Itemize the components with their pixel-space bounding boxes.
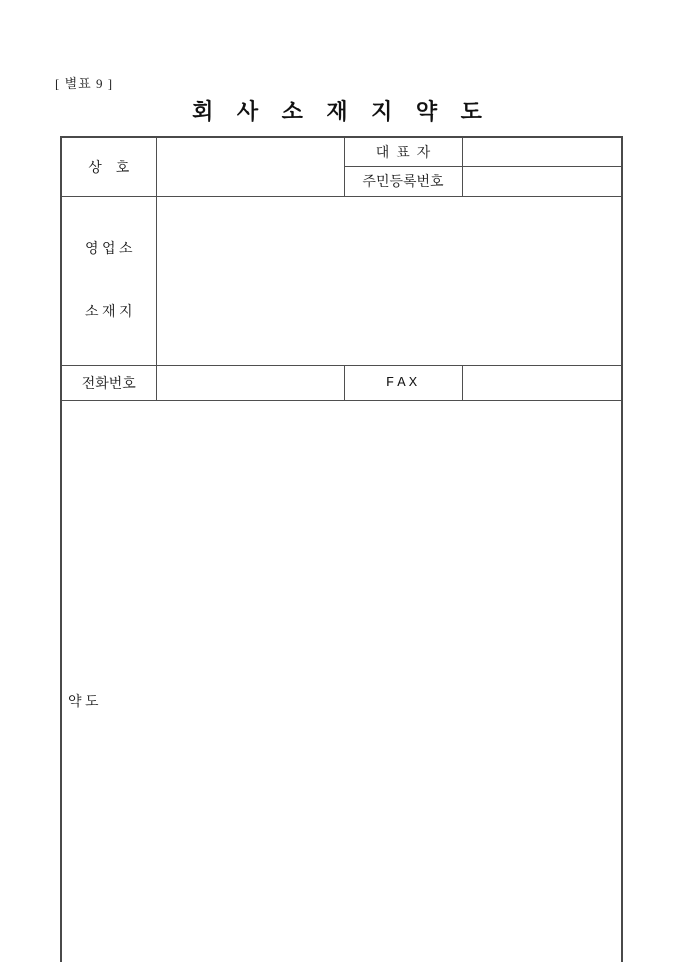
office-location-label [61, 196, 156, 365]
phone-number-field[interactable] [156, 365, 344, 400]
table-row [61, 196, 622, 365]
office-location-field[interactable] [156, 196, 622, 365]
appendix-label: [ 별표 9 ] [55, 76, 114, 91]
map-area[interactable] [61, 400, 622, 962]
table-row [61, 365, 622, 400]
location-form-table [60, 136, 623, 962]
office-location-label-line2: 소 재 지 [84, 304, 133, 320]
phone-number-label: 전화번호 [61, 365, 156, 400]
representative-field[interactable] [462, 137, 622, 166]
fax-field[interactable] [462, 365, 622, 400]
company-name-label: 상 호 [61, 137, 156, 196]
resident-registration-number-label: 주민등록번호 [344, 166, 462, 196]
resident-registration-number-field[interactable] [462, 166, 622, 196]
representative-label: 대 표 자 [344, 137, 462, 166]
table-row [61, 137, 622, 166]
table-row [61, 400, 622, 962]
page-title: 회 사 소 재 지 약 도 [192, 99, 488, 124]
company-name-field[interactable] [156, 137, 344, 196]
map-label: 약 도 [68, 694, 99, 710]
fax-label: FAX [344, 365, 462, 400]
office-location-label-line1: 영 업 소 [84, 241, 133, 257]
